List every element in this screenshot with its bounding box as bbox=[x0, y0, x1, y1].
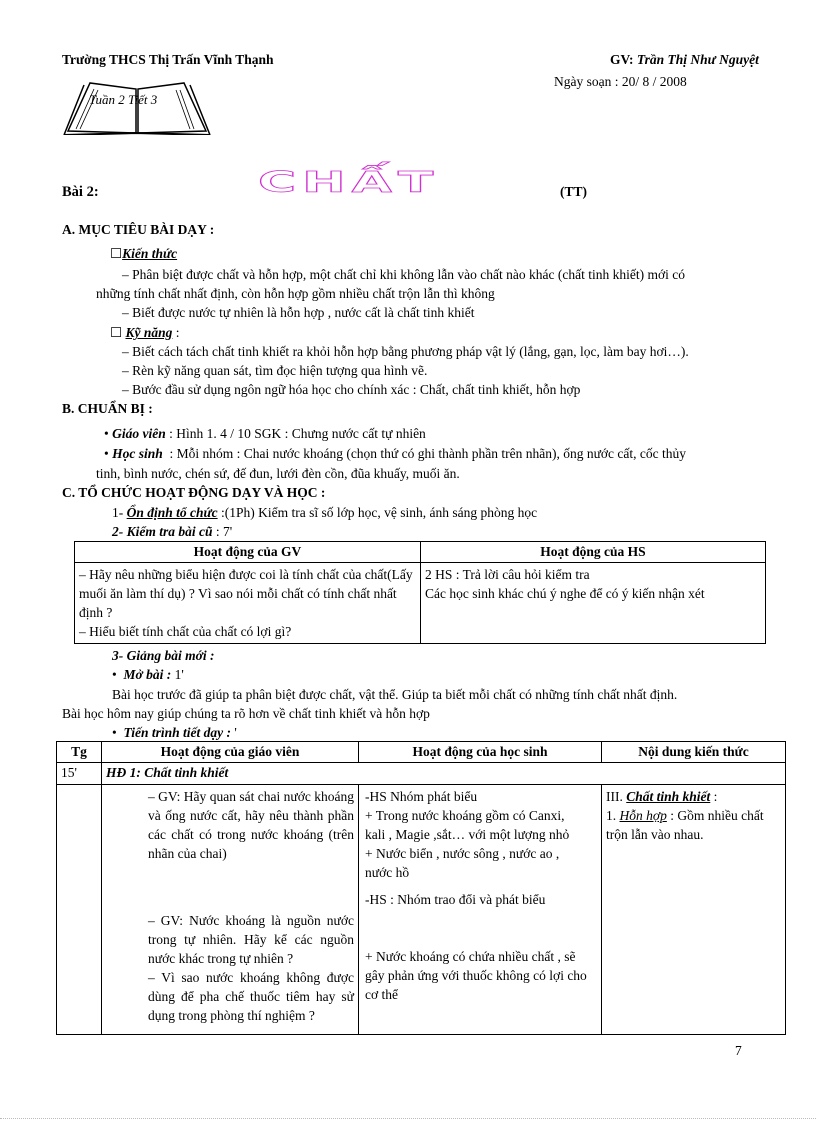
giang-bai-label: 3- Giảng bài mới : bbox=[112, 648, 215, 663]
content-item-1 bbox=[606, 787, 781, 806]
content-item-2-text: : Gồm nhiều chất trộn lẫn vào nhau. bbox=[606, 808, 764, 842]
content-item-1-label: Chất tinh khiết bbox=[626, 789, 711, 804]
intro-line-2: Bài học hôm nay giúp chúng ta rõ hơn về chất tinh khiết và hỗn hợp bbox=[62, 706, 430, 721]
content-item-1-prefix: III. bbox=[606, 789, 623, 804]
review-hs-cell bbox=[421, 563, 766, 644]
checkbox-icon: ☐ bbox=[110, 325, 123, 340]
content-item-2-label: Hỗn hợp bbox=[619, 808, 667, 823]
skill-item-3: – Bước đầu sử dụng ngôn ngữ hóa học cho chính xác : Chất, chất tinh khiết, hỗn hợp bbox=[122, 382, 581, 397]
on-dinh-label: Ổn định tổ chức bbox=[126, 505, 218, 520]
review-gv-q2: – Hiểu biết tính chất của chất có lợi gì? bbox=[79, 624, 292, 639]
page-bottom-divider bbox=[0, 1118, 816, 1119]
student-prep-cont: tinh, bình nước, chén sứ, đế đun, lưới đèn cồn, đũa khuấy, muối ăn. bbox=[96, 466, 460, 481]
teacher-prep: • Giáo viên : Hình 1. 4 / 10 SGK : Chưng nước cất tự nhiên bbox=[104, 426, 426, 441]
teacher-name: Trần Thị Như Nguyệt bbox=[636, 52, 759, 67]
hs-step-1: -HS Nhóm phát biểu bbox=[365, 789, 478, 804]
content-item-2 bbox=[606, 806, 781, 844]
lesson-number: Bài 2: bbox=[62, 184, 99, 200]
kiem-tra-line bbox=[112, 524, 232, 540]
mo-bai-label: Mở bài : bbox=[123, 667, 172, 682]
student-prep: • Học sinh : Mỗi nhóm : Chai nước khoáng (chọn thứ có ghi thành phần trên nhãn), ống nước cất, cốc thủy bbox=[104, 446, 686, 461]
review-table bbox=[74, 541, 766, 644]
knowledge-item-1: – Phân biệt được chất và hỗn hợp, một chất chỉ khi không lẫn vào chất nào khác (chất tinh khiết) mới có bbox=[122, 267, 685, 282]
review-gv-cell bbox=[75, 563, 421, 644]
page-number: 7 bbox=[735, 1043, 742, 1058]
school-name: Trường THCS Thị Trấn Vĩnh Thạnh bbox=[62, 52, 274, 67]
student-prep-text: : Mỗi nhóm : Chai nước khoáng (chọn thứ có ghi thành phần trên nhãn), ống nước cất, cốc thủy bbox=[169, 446, 686, 461]
tien-trinh-text: ' bbox=[234, 725, 237, 740]
section-c-heading: C. TỔ CHỨC HOẠT ĐỘNG DẠY VÀ HỌC : bbox=[62, 485, 326, 500]
knowledge-item-1b: những tính chất nhất định, còn hỗn hợp gồm nhiều chất trộn lẫn thì không bbox=[96, 286, 495, 301]
lesson-content-cell bbox=[602, 785, 786, 1035]
knowledge-item-2: – Biết được nước tự nhiên là hỗn hợp , nước cất là chất tinh khiết bbox=[122, 305, 475, 320]
review-hs-a2: Các học sinh khác chú ý nghe để có ý kiến nhận xét bbox=[425, 586, 705, 601]
hs-step-5: + Nước khoáng có chứa nhiều chất , sẽ gây phản ứng với thuốc không có lợi cho cơ thể bbox=[365, 949, 587, 1002]
lesson-gv-cell bbox=[102, 785, 359, 1035]
teacher-prep-label: Giáo viên bbox=[112, 426, 166, 441]
mo-bai-text: 1' bbox=[174, 667, 184, 682]
lesson-header-gv: Hoạt động của giáo viên bbox=[102, 742, 359, 763]
review-gv-q1: – Hãy nêu những biểu hiện được coi là tính chất của chất(Lấy muối ăn làm thí dụ) ? Vì sao nói mỗi chất có tính chất nhất định ? bbox=[79, 567, 413, 620]
gv-step-1: – GV: Hãy quan sát chai nước khoáng và ống nước cất, hãy nêu thành phần các chất có trong nước khoáng (trên nhãn của chai) bbox=[148, 789, 354, 861]
skill-item-1: – Biết cách tách chất tinh khiết ra khỏi hỗn hợp bằng phương pháp vật lý (lắng, gạn, lọc, làm bay hơi…). bbox=[122, 344, 689, 359]
lesson-table bbox=[56, 741, 786, 1035]
kiem-tra-label: 2- Kiểm tra bài cũ bbox=[112, 524, 213, 539]
content-item-2-prefix: 1. bbox=[606, 808, 617, 823]
teacher-line bbox=[610, 52, 759, 68]
lesson-suffix: (TT) bbox=[560, 184, 587, 199]
lesson-time-empty bbox=[57, 785, 102, 1035]
gv-step-3: – Vì sao nước khoáng không được dùng để pha chế thuốc tiêm hay sử dụng trong phòng thí nghiệm ? bbox=[148, 970, 354, 1023]
section-a-heading: A. MỤC TIÊU BÀI DẠY : bbox=[62, 222, 215, 237]
tien-trinh-label: Tiến trình tiết dạy : bbox=[123, 725, 231, 740]
activity-title: HĐ 1: Chất tinh khiết bbox=[102, 763, 786, 785]
lesson-header-nd: Nội dung kiến thức bbox=[602, 742, 786, 763]
teacher-prep-text: : Hình 1. 4 / 10 SGK : Chưng nước cất tự nhiên bbox=[169, 426, 426, 441]
skill-item-2: – Rèn kỹ năng quan sát, tìm đọc hiện tượng qua hình vẽ. bbox=[122, 363, 428, 378]
knowledge-label: Kiến thức bbox=[122, 246, 178, 261]
week-period: Tuần 2 Tiết 3 bbox=[89, 92, 158, 107]
lesson-header-tg: Tg bbox=[57, 742, 102, 763]
intro-line-1: Bài học trước đã giúp ta phân biệt được chất, vật thể. Giúp ta biết mỗi chất có những tính chất nhất định. bbox=[112, 687, 678, 702]
hs-step-3: + Nước biển , nước sông , nước ao , nước hồ bbox=[365, 846, 560, 880]
mo-bai-line: • Mở bài : 1' bbox=[112, 667, 184, 682]
review-hs-a1: 2 HS : Trả lời câu hỏi kiểm tra bbox=[425, 567, 590, 582]
lesson-time: 15' bbox=[57, 763, 102, 785]
teacher-prefix: GV: bbox=[610, 52, 637, 67]
lesson-title: CHẤT bbox=[258, 166, 440, 199]
skill-label: Kỹ năng bbox=[125, 325, 173, 340]
lesson-hs-cell bbox=[359, 785, 602, 1035]
prep-date: Ngày soạn : 20/ 8 / 2008 bbox=[554, 74, 687, 89]
tien-trinh-line: • Tiến trình tiết dạy : ' bbox=[112, 725, 237, 740]
on-dinh-line: 1- Ổn định tổ chức :(1Ph) Kiểm tra sĩ số lớp học, vệ sinh, ánh sáng phòng học bbox=[112, 505, 538, 520]
kiem-tra-text: : 7' bbox=[215, 524, 233, 539]
section-b-heading: B. CHUẨN BỊ : bbox=[62, 401, 153, 416]
gv-step-2: – GV: Nước khoáng là nguồn nước trong tự nhiên. Hãy kể các nguồn nước khác trong tự nhiên ? bbox=[148, 913, 354, 966]
hs-step-4: -HS : Nhóm trao đổi và phát biểu bbox=[365, 892, 546, 907]
student-prep-label: Học sinh bbox=[112, 446, 163, 461]
content-item-1-suffix: : bbox=[710, 789, 718, 804]
review-header-hs: Hoạt động của HS bbox=[421, 542, 766, 563]
lesson-header-hs: Hoạt động của học sinh bbox=[359, 742, 602, 763]
knowledge-label-line bbox=[110, 246, 177, 262]
review-header-gv: Hoạt động của GV bbox=[75, 542, 421, 563]
on-dinh-text: :(1Ph) Kiểm tra sĩ số lớp học, vệ sinh, ánh sáng phòng học bbox=[220, 505, 538, 520]
skill-label-line: ☐ Kỹ năng : bbox=[110, 325, 180, 340]
checkbox-icon: ☐ bbox=[110, 246, 123, 261]
hs-step-2: + Trong nước khoáng gồm có Canxi, kali , Magie ,sắt… với một lượng nhỏ bbox=[365, 808, 570, 842]
